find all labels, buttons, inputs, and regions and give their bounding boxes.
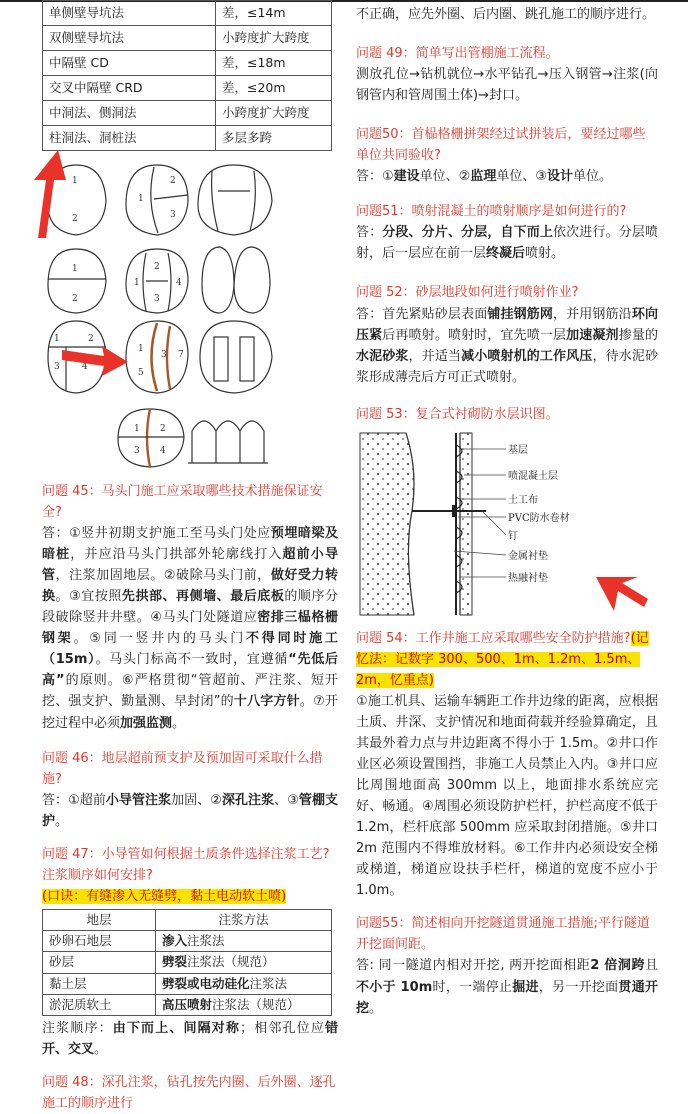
table-row: 砂卵石地层 渗入注浆法 [43,931,332,952]
table-row: 单侧壁导坑法 差，≤14m [43,1,332,26]
diagram-label: 4 [176,278,182,288]
question-50: 问题50：首榀格栅拼架经过试拼装后，要经过哪些单位共同验收? [356,127,646,164]
table-row: 中隔壁 CD 差，≤18m [43,51,332,76]
diagram-label: 3 [161,350,167,360]
question-46: 问题 46：地层超前预支护及预加固可采取什么措施? [42,750,323,787]
answer-54: ①施工机具、运输车辆距工作井边缘的距离，应根据土质、井深、支护情况和地面荷载并经验算确定，且其最外着力点与井边距离不得小于 1.5m。②井口作业区必须设置围挡，非施工人员禁止入内。③井口应比周围地面高 300mm 以上，地面排水系统应完好、畅通。④周围必须设防护栏杆，护栏高度不低于 1.2m，栏杆底部 500mm 应采取封闭措施。⑤井口 2m 范围内不得堆放材料。⑥工作井内必须设安全梯或梯道，梯道应设扶手栏杆，梯道的宽度不应小于 1.0m。 [356,693,658,899]
diagram-label: 4 [160,446,166,456]
diagram-label: 2 [72,294,78,304]
methods-table [42,0,332,151]
diagram-label: 3 [54,362,60,372]
mnemonic-47: (口诀：有缝渗入无缝劈，黏土电动软土喷) [42,888,287,904]
question-49: 问题 49：简单写出管棚施工流程。 [356,46,559,62]
diagram-label: 4 [82,362,88,372]
diagram-label: 7 [178,350,184,360]
diagram-label: 3 [154,294,160,304]
table-row: 柱洞法、洞桩法 多层多跨 [43,126,332,151]
diagram-label: 1 [134,424,140,434]
question-53: 问题 53：复合式衬砌防水层识图。 [356,406,559,422]
label-base: 基层 [508,444,528,456]
answer-50: 答：①建设单位、②监理单位、③设计单位。 [356,169,613,185]
diagram-label: 1 [138,344,144,354]
diagram-label: 1 [54,334,60,344]
diagram-label: 1 [134,278,140,288]
question-47: 问题 47：小导管如何根据土质条件选择注浆工艺? 注浆顺序如何安排? [42,846,330,883]
question-54: 问题 54：工作井施工应采取哪些安全防护措施?(记忆法：记数字 300、500、1m、1.2m、1.5m、2m，忆重点) [356,630,649,688]
red-arrow-icon [28,150,68,240]
diagram-label: 2 [72,214,78,224]
label-melt: 热融衬垫 [508,572,548,584]
diagram-label: 2 [160,424,166,434]
right-column [356,0,658,1019]
label-geotextile: 土工布 [508,494,538,506]
table-row: 交叉中隔壁 CRD 差，≤20m [43,76,332,101]
answer-46: 答：①超前小导管注浆加固、②深孔注浆、③管棚支护。 [42,792,338,829]
table-row: 中洞法、侧洞法 小跨度扩大跨度 [43,101,332,126]
diagram-label: 1 [72,176,78,186]
table-row: 砂层 劈裂注浆法（规范） [43,952,332,973]
label-nail: 钉 [508,530,518,542]
grouting-table [42,909,332,1016]
table-row: 黏土层 劈裂或电动硅化注浆法 [43,973,332,994]
diagram-label: 5 [138,368,144,378]
answer-45: 答：①竖井初期支护施工至马头门处应预埋暗梁及暗桩，并应沿马头门拱部外轮廓线打入超前小导管，注浆加固地层。②破除马头门前，做好受力转换。③宜按照先拱部、再侧墙、最后底板的顺序分段破除竖井井壁。④马头门处隧道应密排三榀格栅钢架。⑤同一竖井内的马头门不得同时施工（15m）。马头门标高不一致时，宜遵循“先低后高”的原则。⑥严格贯彻“管超前、严注浆、短开挖、强支护、勤量测、早封闭”的十八字方针。⑦开挖过程中必须加强监测。 [42,526,339,731]
question-52: 问题 52：砂层地段如何进行喷射作业? [356,285,579,301]
table-header-row: 地层 注浆方法 [43,909,332,930]
label-pvc: PVC防水卷材 [508,512,570,524]
left-column [42,0,338,1114]
label-washer: 金属衬垫 [508,550,548,562]
question-45: 问题 45：马头门施工应采取哪些技术措施保证安全? [42,484,323,521]
answer-48: 不正确，应先外圈、后内圈、跳孔施工的顺序进行。 [356,7,656,22]
answer-52: 答：首先紧贴砂层表面铺挂钢筋网，并用钢筋沿环向压紧后再喷射。喷射时，宜先喷一层加速凝剂掺量的水泥砂浆，并适当减小喷射机的工作风压，待水泥砂浆形成薄壳后方可正式喷射。 [356,306,658,385]
grouting-order: 注浆顺序：由下而上、间隔对称；相邻孔位应错开、交叉。 [42,1021,338,1058]
red-arrow-icon [596,577,648,611]
diagram-label: 2 [154,262,160,272]
table-row: 淤泥质软土 高压喷射注浆法（规范） [43,994,332,1015]
diagram-label: 3 [170,210,176,220]
answer-55: 答: 同一隧道内相对开挖, 两开挖面相距2 倍洞跨且不小于 10m时，一端停止掘进，另一开挖面贯通开挖。 [356,958,658,1016]
diagram-label: 3 [134,446,140,456]
answer-51: 答：分段、分片、分层，自下而上依次进行。分层喷射，后一层应在前一层终凝后喷射。 [356,225,658,262]
label-shotcrete: 喷混凝土层 [508,470,558,482]
red-arrow-icon [60,340,130,380]
question-55: 问题55：简述相向开挖隧道贯通施工措施;平行隧道开挖面间距。 [356,916,650,953]
question-51: 问题51：喷射混凝土的喷射顺序是如何进行的? [356,204,627,220]
diagram-label: 2 [88,334,94,344]
answer-49: 测放孔位→钻机就位→水平钻孔→压入钢管→注浆(向钢管内和管周围土体)→封口。 [356,67,658,104]
diagram-label: 1 [72,264,78,274]
tunnel-diagram-row-4 [42,407,292,469]
diagram-label: 2 [170,176,176,186]
diagram-label: 1 [138,194,144,204]
waterproof-layer-diagram [356,431,656,616]
question-48: 问题 48：深孔注浆，钻孔按先内圈、后外圈、逐孔施工的顺序进行 [42,1075,336,1112]
table-row: 双侧壁导坑法 小跨度扩大跨度 [43,26,332,51]
